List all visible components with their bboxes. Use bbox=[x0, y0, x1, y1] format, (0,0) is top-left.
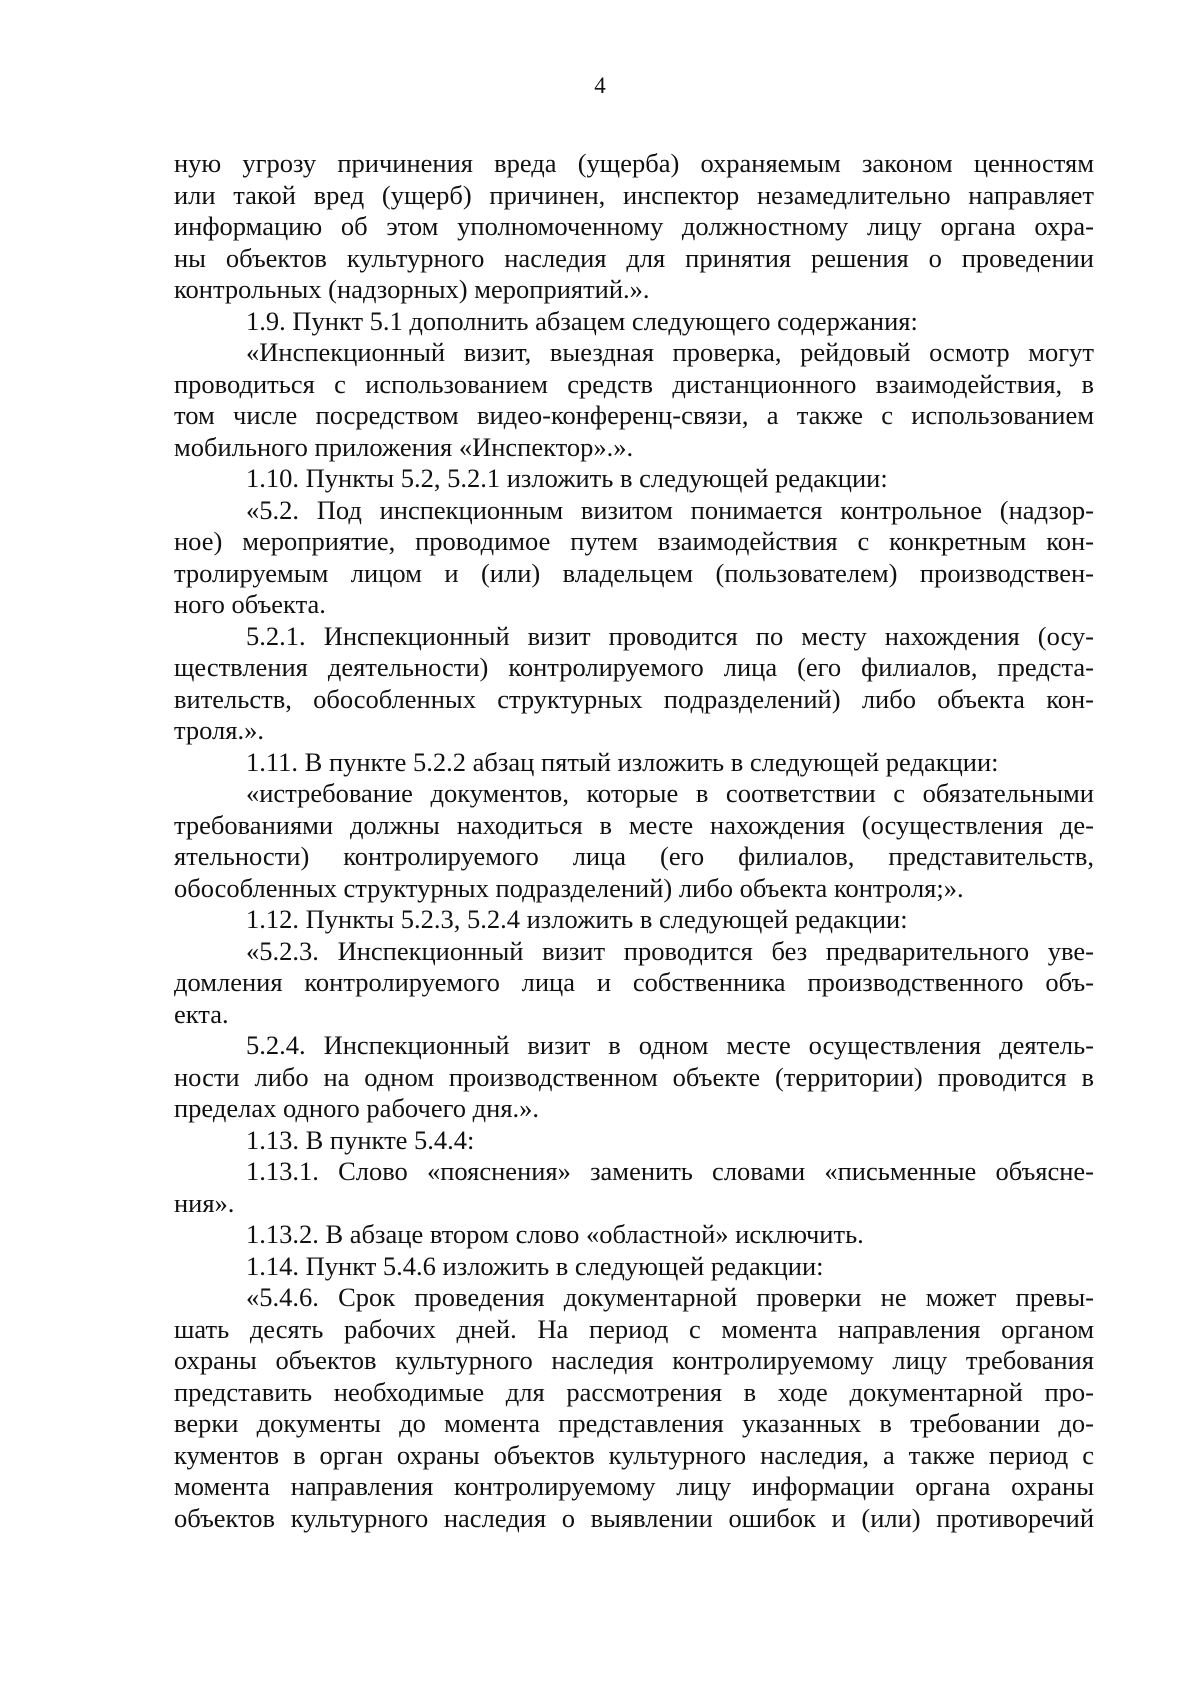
text-line: 1.9. Пункт 5.1 дополнить абзацем следующего содержания: bbox=[246, 305, 918, 336]
text-line: ны объектов культурного наследия для принятия решения о проведении bbox=[174, 242, 1094, 273]
text-line: троля.». bbox=[174, 715, 264, 745]
text-line: ного объекта. bbox=[174, 589, 326, 619]
text-line: ния». bbox=[174, 1187, 235, 1218]
text-line: проводиться с использованием средств дистанционного взаимодействия, в bbox=[174, 368, 1094, 399]
text-line: 1.11. В пункте 5.2.2 абзац пятый изложить в следующей редакции: bbox=[246, 746, 999, 777]
text-line: момента направления контролируемому лицу информации органа охраны bbox=[174, 1471, 1094, 1501]
text-line: том числе посредством видео-конференц-связи, а также с использованием bbox=[174, 400, 1094, 430]
text-line: 1.13.2. В абзаце втором слово «областной» исключить. bbox=[246, 1219, 864, 1249]
text-line: домления контролируемого лица и собственника производственного объ- bbox=[174, 967, 1094, 997]
text-line: «5.2.3. Инспекционный визит проводится без предварительного уве- bbox=[246, 935, 1094, 966]
text-line: 5.2.4. Инспекционный визит в одном месте осуществления деятель- bbox=[246, 1030, 1094, 1060]
text-line: 1.13.1. Слово «пояснения» заменить словами «письменные объясне- bbox=[246, 1156, 1094, 1186]
page-number: 4 bbox=[594, 73, 606, 98]
text-line: мобильного приложения «Инспектор».». bbox=[174, 431, 634, 462]
text-line: представить необходимые для рассмотрения в ходе документарной про- bbox=[174, 1376, 1094, 1407]
text-line: екта. bbox=[174, 998, 229, 1029]
text-line: информацию об этом уполномоченному должностному лицу органа охра- bbox=[174, 211, 1094, 241]
text-line: ности либо на одном производственном объекте (территории) проводится в bbox=[174, 1061, 1094, 1092]
text-line: шать десять рабочих дней. На период с момента направления органом bbox=[174, 1313, 1094, 1344]
text-line: требованиями должны находиться в месте нахождения (осуществления де- bbox=[174, 809, 1094, 840]
text-line: 5.2.1. Инспекционный визит проводится по месту нахождения (осу- bbox=[246, 620, 1094, 651]
text-line: «5.2. Под инспекционным визитом понимается контрольное (надзор- bbox=[246, 494, 1094, 525]
text-line: ществления деятельности) контролируемого лица (его филиалов, предста- bbox=[174, 652, 1094, 682]
text-line: «истребование документов, которые в соответствии с обязательными bbox=[246, 778, 1094, 808]
document-body bbox=[174, 148, 1094, 1534]
text-line: вительств, обособленных структурных подразделений) либо объекта кон- bbox=[174, 683, 1094, 714]
text-line: ную угрозу причинения вреда (ущерба) охраняемым законом ценностям bbox=[174, 148, 1094, 178]
text-line: пределах одного рабочего дня.». bbox=[174, 1093, 540, 1123]
text-line: 1.14. Пункт 5.4.6 изложить в следующей редакции: bbox=[246, 1250, 824, 1281]
text-line: «Инспекционный визит, выездная проверка, рейдовый осмотр могут bbox=[246, 337, 1094, 367]
text-line: 1.12. Пункты 5.2.3, 5.2.4 изложить в следующей редакции: bbox=[246, 904, 908, 934]
text-line: объектов культурного наследия о выявлении ошибок и (или) противоречий bbox=[174, 1502, 1094, 1533]
text-line: обособленных структурных подразделений) либо объекта контроля;». bbox=[174, 872, 964, 903]
text-line: охраны объектов культурного наследия контролируемому лицу требования bbox=[174, 1345, 1094, 1375]
text-line: контрольных (надзорных) мероприятий.». bbox=[174, 274, 650, 304]
text-line: 1.13. В пункте 5.4.4: bbox=[246, 1124, 475, 1155]
text-line: верки документы до момента представления указанных в требовании до- bbox=[174, 1408, 1094, 1438]
text-line: 1.10. Пункты 5.2, 5.2.1 изложить в следующей редакции: bbox=[246, 463, 888, 493]
text-line: ное) мероприятие, проводимое путем взаимодействия с конкретным кон- bbox=[174, 526, 1094, 556]
text-line: ятельности) контролируемого лица (его филиалов, представительств, bbox=[174, 841, 1094, 871]
text-line: тролируемым лицом и (или) владельцем (пользователем) производствен- bbox=[174, 557, 1094, 588]
text-line: или такой вред (ущерб) причинен, инспектор незамедлительно направляет bbox=[174, 179, 1094, 210]
text-line: «5.4.6. Срок проведения документарной проверки не может превы- bbox=[246, 1282, 1094, 1312]
text-line: кументов в орган охраны объектов культурного наследия, а также период с bbox=[174, 1439, 1094, 1470]
